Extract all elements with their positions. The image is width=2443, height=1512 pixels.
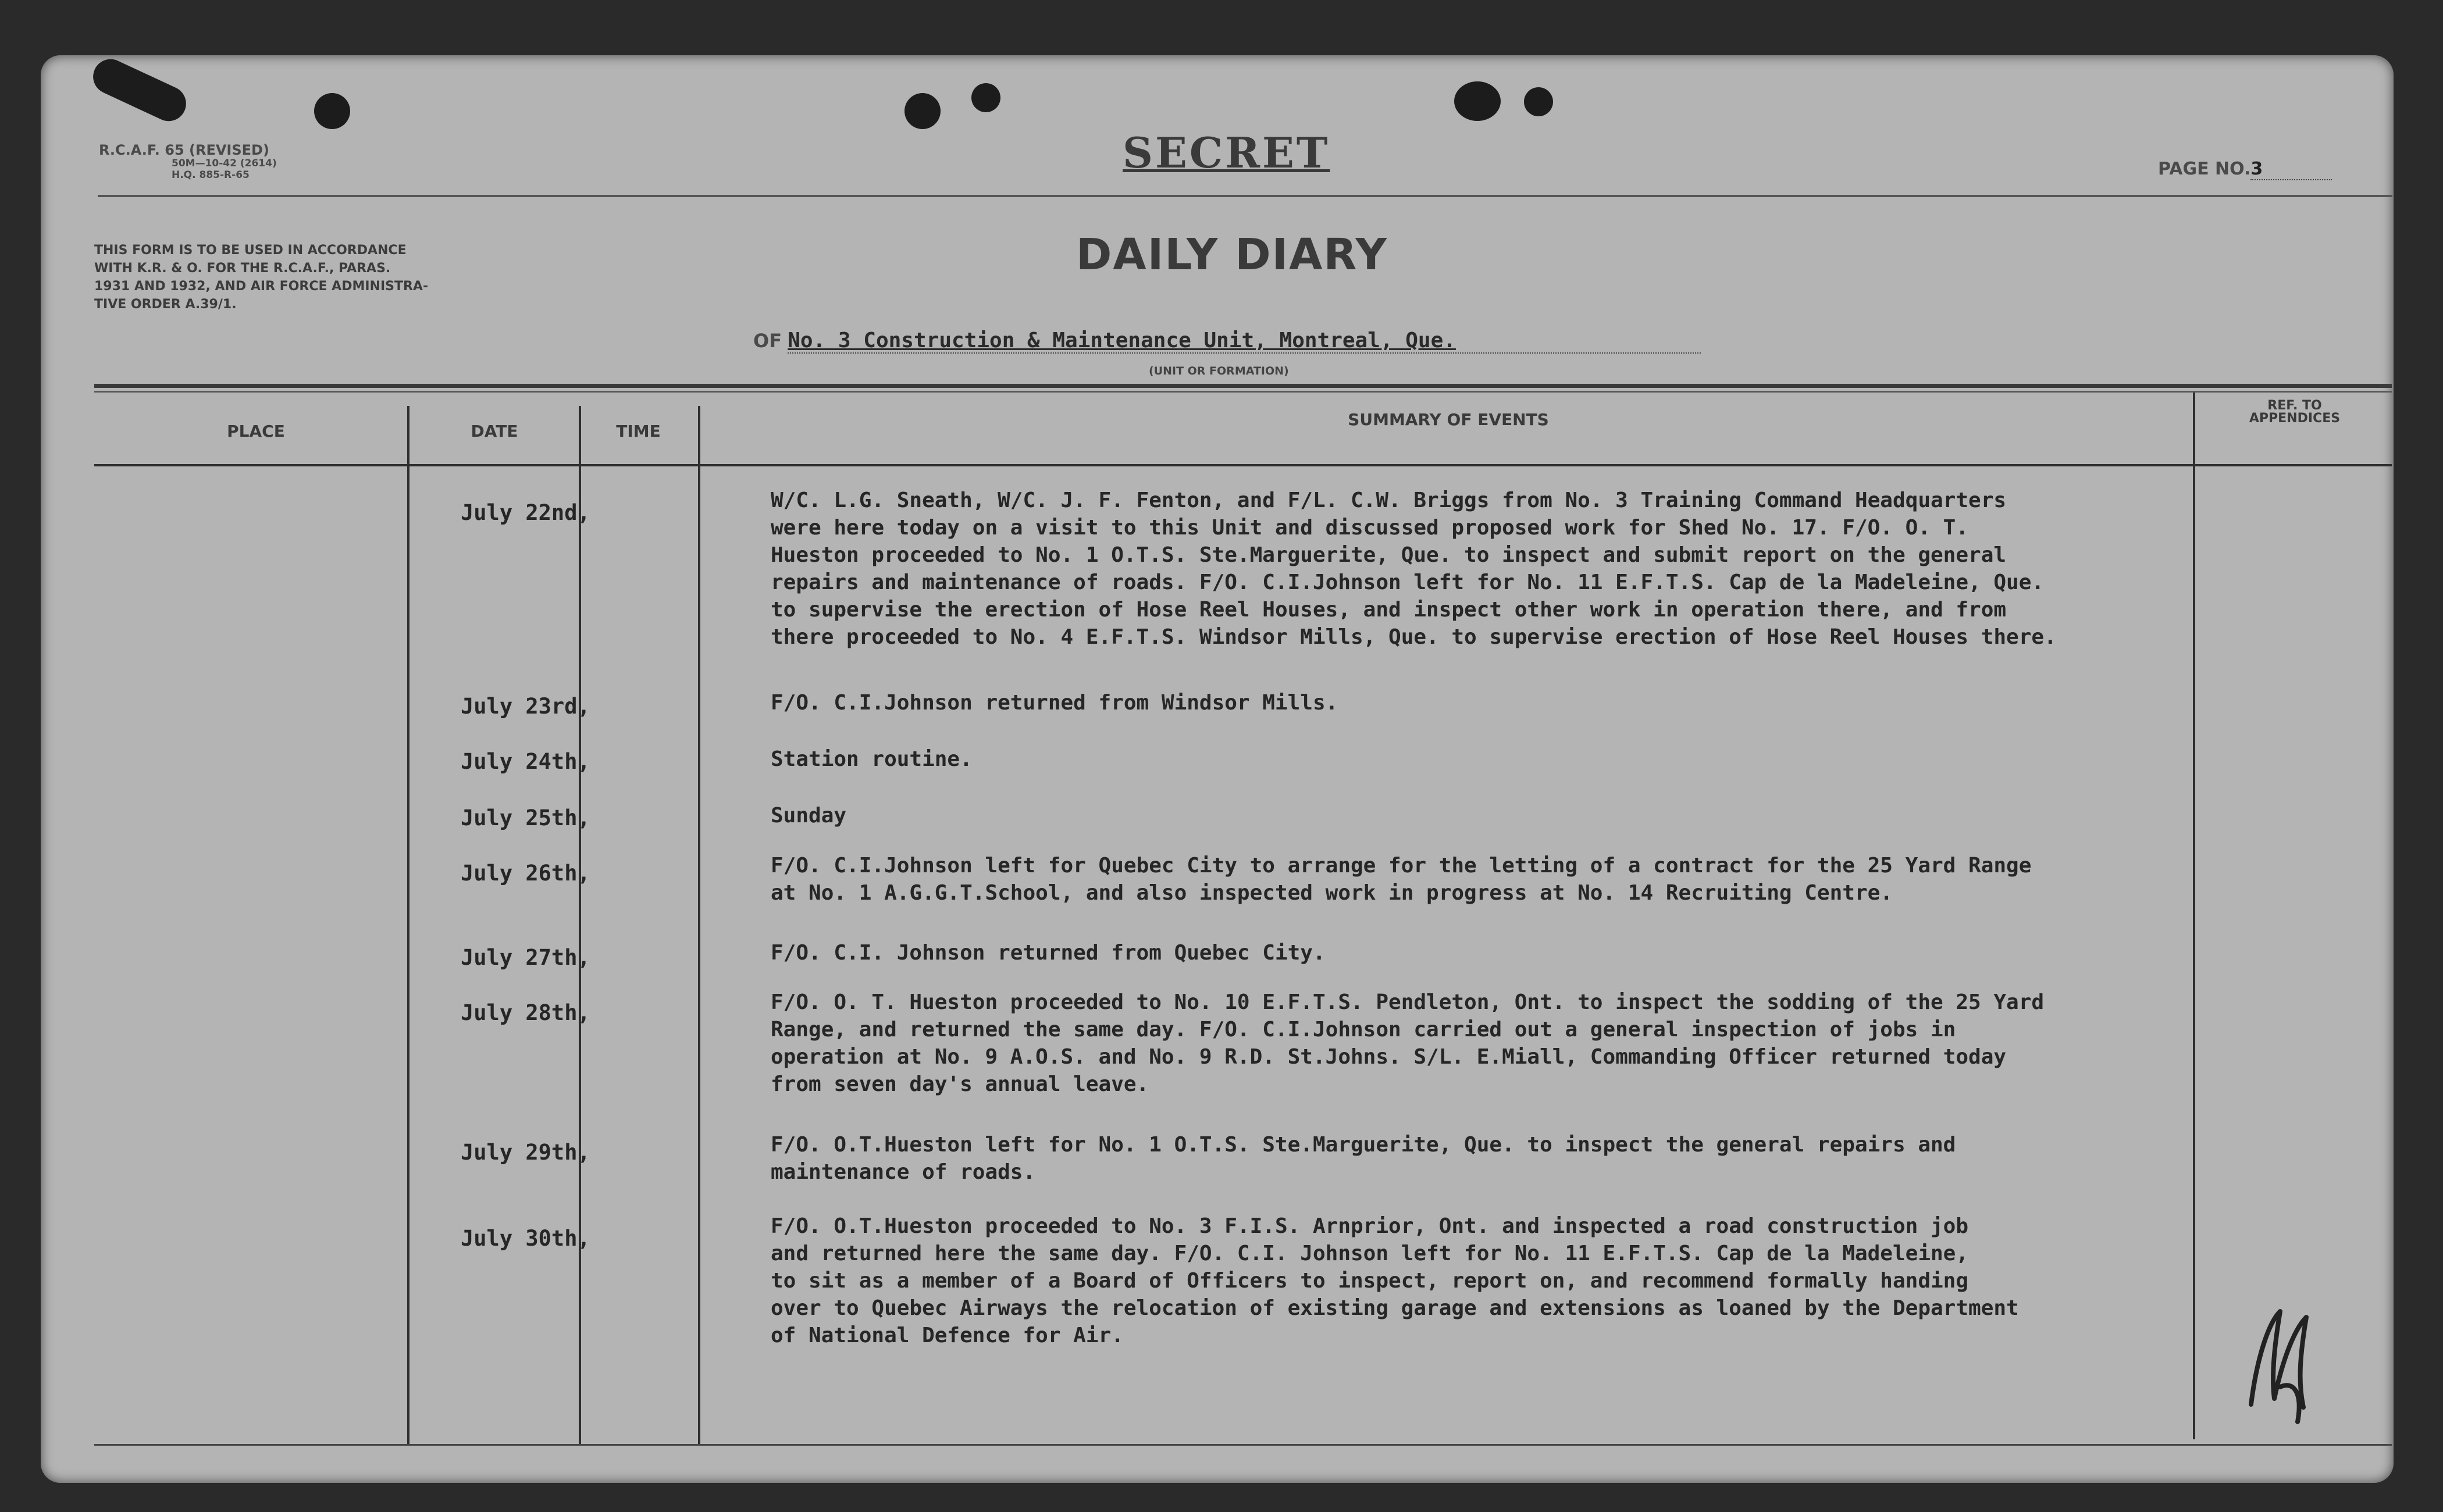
entry-date: July 25th, — [461, 805, 590, 830]
punch-hole — [1454, 81, 1501, 121]
entry-date: July 23rd, — [461, 694, 590, 719]
punch-hole — [904, 93, 941, 129]
punch-hole — [1524, 87, 1553, 116]
column-divider — [698, 406, 700, 1444]
form-id — [99, 142, 277, 181]
punch-hole — [87, 54, 191, 127]
column-header-ref: REF. TO APPENDICES — [2249, 398, 2341, 426]
secret-label: SECRET — [1123, 128, 1330, 177]
unit-caption: (UNIT OR FORMATION) — [1149, 365, 1289, 377]
column-header-rule — [94, 464, 2392, 466]
diary-sheet — [41, 55, 2394, 1483]
entry-text: F/O. C.I.Johnson left for Quebec City to arrange for the letting of a contract for the 25 Yard Range at No. 1 A.G.G.T.School, and also inspected work in progress at No. 14 Recruiting Centre. — [771, 854, 2032, 905]
column-divider — [407, 406, 409, 1444]
header-rule — [98, 195, 2392, 197]
punch-hole — [971, 83, 1000, 112]
entry-text: Sunday — [771, 804, 847, 828]
entry-text: F/O. C.I. Johnson returned from Quebec City. — [771, 941, 1326, 965]
page-number: 3 — [2250, 159, 2332, 180]
page-number-field — [2158, 159, 2332, 180]
entry-text: F/O. O.T.Hueston proceeded to No. 3 F.I.S. Arnprior, Ont. and inspected a road construction job and returned here the same day. F/O. C.I. Johnson left for No. 11 E.F.T.S. Cap de la Madeleine, to sit as a member of a Board of Officers to inspect, report on, and recommend formally handing over to Quebec Airways the relocation of existing garage and extensions as loaned by the Department of National Defence for Air. — [771, 1214, 2019, 1347]
unit-line — [753, 329, 1701, 354]
entry-date: July 30th, — [461, 1226, 590, 1251]
form-instructions: THIS FORM IS TO BE USED IN ACCORDANCE WITH K.R. & O. FOR THE R.C.A.F., PARAS. 1931 AND 1932, AND AIR FORCE ADMINISTRA- TIVE ORDER A.39/1. — [94, 243, 429, 312]
entry-date: July 29th, — [461, 1140, 590, 1165]
entry-text: W/C. L.G. Sneath, W/C. J. F. Fenton, and F/L. C.W. Briggs from No. 3 Training Command Headquarters were here today on a visit to this Unit and discussed proposed work for Shed No. 17. F/O. O. T. Hueston proceeded to No. 1 O.T.S. Ste.Marguerite, Que. to inspect and submit report on the general repairs and maintenance of roads. F/O. C.I.Johnson left for No. 11 E.F.T.S. Cap de la Madeleine, Que. to supervise the erection of Hose Reel Houses, and inspect other work in operation there, and from there proceeded to No. 4 E.F.T.S. Windsor Mills, Que. to supervise erection of Hose Reel Houses there. — [771, 488, 2057, 649]
page-label: PAGE NO. — [2158, 159, 2251, 179]
table-top-rule — [94, 384, 2392, 388]
form-id-line: H.Q. 885-R-65 — [172, 169, 250, 181]
column-header-summary: SUMMARY OF EVENTS — [1348, 410, 1549, 429]
form-id-line: 50M—10-42 (2614) — [172, 158, 277, 169]
column-header-place: PLACE — [227, 422, 285, 441]
entry-text: F/O. C.I.Johnson returned from Windsor Mills. — [771, 691, 1338, 715]
entry-date: July 26th, — [461, 861, 590, 886]
column-header-date: DATE — [471, 422, 518, 441]
form-id-line: R.C.A.F. 65 (REVISED) — [99, 142, 269, 158]
page-title: DAILY DIARY — [1076, 230, 1388, 280]
punch-hole — [314, 93, 350, 129]
column-header-time: TIME — [616, 422, 661, 441]
entry-text: F/O. O.T.Hueston left for No. 1 O.T.S. Ste.Marguerite, Que. to inspect the general repairs and maintenance of roads. — [771, 1133, 1956, 1184]
unit-name: No. 3 Construction & Maintenance Unit, Montreal, Que. — [788, 329, 1701, 354]
entry-text: F/O. O. T. Hueston proceeded to No. 10 E.F.T.S. Pendleton, Ont. to inspect the sodding of the 25 Yard Range, and returned the same day. F/O. C.I.Johnson carried out a general inspection of jobs in operation at No. 9 A.O.S. and No. 9 R.D. St.Johns. S/L. E.Miall, Commanding Officer returned today from seven day's annual leave. — [771, 990, 2045, 1096]
signature-initials — [2239, 1288, 2327, 1428]
entry-text: Station routine. — [771, 747, 973, 771]
of-label: OF — [753, 330, 782, 352]
entry-date: July 28th, — [461, 1000, 590, 1025]
entry-date: July 24th, — [461, 749, 590, 774]
entry-date: July 22nd, — [461, 500, 590, 525]
table-top-rule-thin — [94, 391, 2392, 393]
entry-date: July 27th, — [461, 945, 590, 970]
column-divider — [579, 406, 581, 1444]
table-bottom-rule — [94, 1444, 2392, 1446]
